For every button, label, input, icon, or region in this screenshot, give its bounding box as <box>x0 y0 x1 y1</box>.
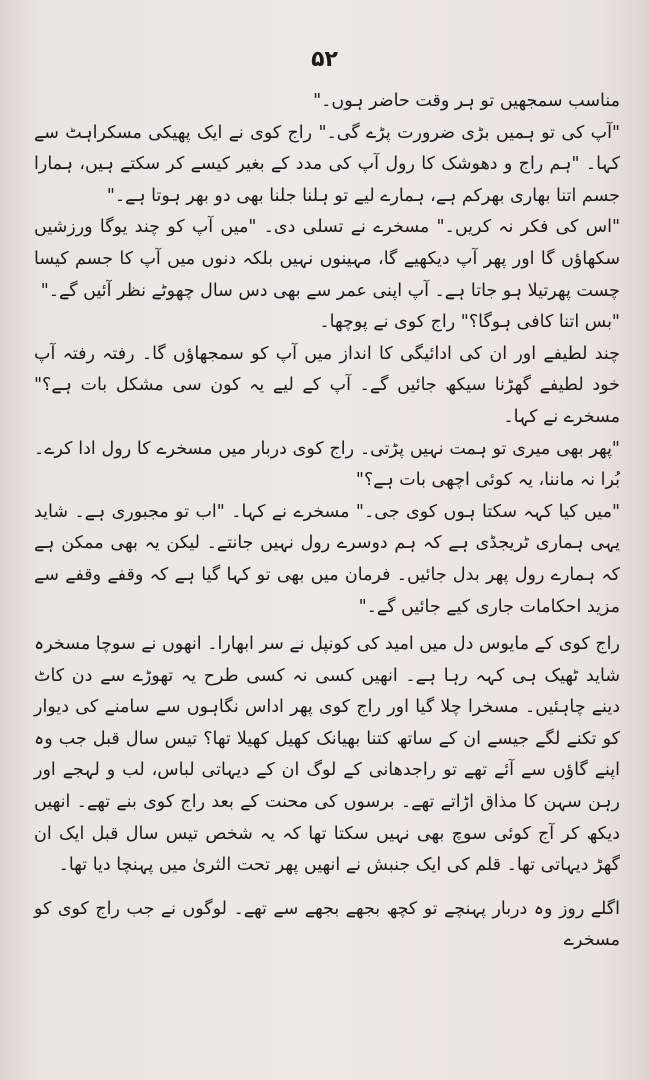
paragraph-5: چند لطیفے اور ان کی ادائیگی کا انداز میں آپ کو سمجھاؤں گا۔ رفتہ رفتہ آپ خود لطیفے گھڑنا سیکھ جائیں گے۔ آپ کے لیے یہ کون سی مشکل بات ہے؟" مسخرے نے کہا۔ <box>34 343 620 427</box>
paragraph-9: اگلے روز وہ دربار پہنچے تو کچھ بجھے بجھے سے تھے۔ لوگوں نے جب راج کوی کو مسخرے <box>34 898 620 951</box>
body-text <box>34 86 620 957</box>
paragraph-3: "اس کی فکر نہ کریں۔" مسخرے نے تسلی دی۔ "میں آپ کو چند یوگا ورزشیں سکھاؤں گا اور پھر آپ دیکھیے گا، مہینوں نہیں بلکہ دنوں میں آپ کا جسم کیسا چست پھرتیلا ہو جاتا ہے۔ آپ اپنی عمر سے بھی دس سال چھوٹے نظر آئیں گے۔" <box>34 217 620 301</box>
paragraph-6: "پھر بھی میری تو ہمت نہیں پڑتی۔ راج کوی دربار میں مسخرے کا رول ادا کرے۔ بُرا نہ ماننا، یہ کوئی اچھی بات ہے؟" <box>34 438 620 491</box>
paragraph-4: "بس اتنا کافی ہوگا؟" راج کوی نے پوچھا۔ <box>319 312 620 333</box>
paragraph-2: "آپ کی تو ہمیں بڑی ضرورت پڑے گی۔" راج کوی نے ایک پھیکی مسکراہٹ سے کہا۔ "ہم راج و دھوشک کا رول آپ کی مدد کے بغیر کیسے کر سکتے ہیں، ہمارا جسم اتنا بھاری بھرکم ہے، ہمارے لیے تو ہلنا جلنا بھی دو بھر ہوتا ہے۔" <box>34 122 620 206</box>
page-number: ۵۲ <box>311 47 338 72</box>
paragraph-7: "میں کیا کہہ سکتا ہوں کوی جی۔" مسخرے نے کہا۔ "اب تو مجبوری ہے۔ شاید یہی ہماری ٹریجڈی ہے کہ ہم دوسرے رول نہیں جانتے۔ لیکن یہ بھی ممکن ہے کہ ہمارے رول پھر بدل جائیں۔ فرمان میں بھی تو کہا گیا ہے کہ وقفے وقفے سے مزید احکامات جاری کیے جائیں گے۔" <box>34 501 620 617</box>
paragraph-8: راج کوی کے مایوس دل میں امید کی کونپل نے سر ابھارا۔ انھوں نے سوچا مسخرہ شاید ٹھیک ہی کہہ رہا ہے۔ انھیں کسی نہ کسی طرح یہ تھوڑے سے دن کاٹ دینے چاہئیں۔ مسخرا چلا گیا اور راج کوی پھر اداس نگاہوں سے سامنے کی دیوار کو تکنے لگے جیسے ان کے ساتھ کتنا بھیانک کھیل کھیلا تھا؟ تیس سال قبل جب وہ اپنے گاؤں سے آئے تھے تو راجدھانی کے لوگ ان کے دیہاتی لباس، لب و لہجے اور رہن سہن کا مذاق اڑاتے تھے۔ برسوں کی محنت کے بعد راج کوی بنے تھے۔ انھیں دیکھ کر آج کوئی سوچ بھی نہیں سکتا تھا کہ یہ شخص تیس سال قبل ایک ان گھڑ دیہاتی تھا۔ قلم کی ایک جنبش نے انھیں پھر تحت الثریٰ میں پہنچا دیا تھا۔ <box>34 634 620 876</box>
paragraph-1: مناسب سمجھیں تو ہر وقت حاضر ہوں۔" <box>313 91 620 111</box>
